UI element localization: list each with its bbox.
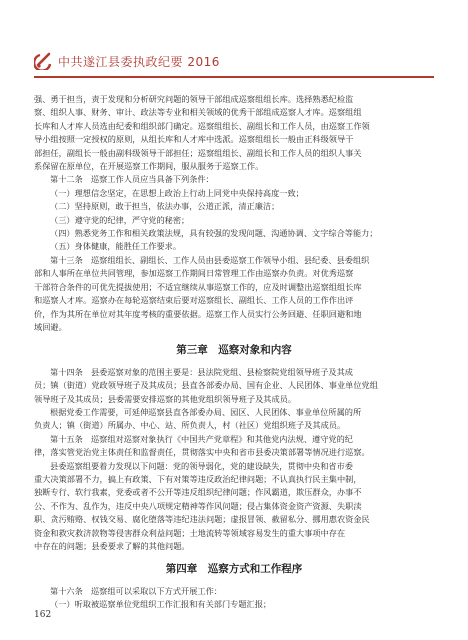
paragraph-line: 中存在的问题；县委要求了解的其他问题。 (34, 541, 190, 551)
paragraph-line: 部和人事所在单位共同管理，参加巡察工作期间日常管理工作由巡察办负责。对优秀巡察 (34, 268, 354, 279)
paragraph-line: 负责人；镇（街道）所属办、中心、站、所负责人，村（社区）党组织班子及其成员。 (34, 420, 346, 431)
article-paragraph: 第十三条 巡察组组长、副组长、工作人员由县委巡察工作领导小组、县纪委、县委组织 (50, 254, 370, 265)
paragraph-line: 长库和人才库人员选由纪委和组织部门确定。巡察组组长、副组长和工作人员，由巡察工作领 (34, 120, 370, 131)
paragraph-line: 县委巡察组要着力发现以下问题：党的领导弱化，党的建设缺失，贯彻中央和省市委 (50, 460, 353, 471)
paragraph-line: 察、组织人事、财务、审计、政法等专业和相关领域的优秀干部组成巡察人才库。巡察组组 (34, 107, 362, 118)
paragraph-line: 干部符合条件的可优先提拔使用；不适宜继续从事巡察工作的，应及时调整出巡察组组长库 (34, 281, 362, 292)
list-item: （一）理想信念坚定，在思想上政治上行动上同党中央保持高度一致； (50, 187, 304, 198)
header-title: 中共遂江县委执政纪要 2016 (58, 55, 220, 69)
list-item: （四）熟悉党务工作和相关政策法规，具有较强的发现问题、沟通协调、文字综合等能力； (50, 228, 378, 239)
paragraph-line: 强、勇于担当，责于发现和分析研究问题的领导干部组成巡察组组长库。选择熟悉纪检监 (34, 94, 354, 104)
paragraph-line: 域回避。 (34, 321, 67, 332)
paragraph-line: 部担任，副组长一般由副科级领导干部担任；巡察组组长、副组长和工作人员的组织人事关 (34, 147, 362, 158)
paragraph-line: 公、不作为、乱作为，违反中央八项规定精神等作风问题；侵占集体资金资产资源、失职渎 (34, 500, 362, 511)
chapter-title: 第三章 巡察对象和内容 (176, 344, 292, 357)
page-number: 162 (34, 610, 52, 620)
list-item: （一）听取被巡察单位党组织工作汇报和有关部门专题汇报； (50, 599, 272, 610)
article-paragraph: 第十六条 巡察组可以采取以下方式开展工作： (50, 585, 222, 596)
paragraph-line: 系保留在原单位，在开展巡察工作期间，服从服务于巡察工作。 (34, 161, 264, 172)
party-emblem-icon (34, 50, 54, 70)
paragraph-line: 导小组按照一定授权的原则，从组长库和人才库中选派。巡察组组长一般由正科级领导干 (34, 134, 354, 145)
running-header (0, 48, 468, 82)
paragraph-line: 领导班子及其成员；县委需要安排巡察的其他党组织领导班子及其成员。 (34, 393, 297, 404)
paragraph-line: 律，落实管党治党主体责任和监督责任，贯彻落实中央和省市县委决策部署等情况进行巡察。 (34, 447, 370, 458)
paragraph-line: 价，作为其所在单位对其年度考核的重要依据。巡察工作人员实行公务回避、任职回避和地 (34, 308, 362, 319)
article-heading: 第十二条 巡察工作人员应当具备下列条件： (50, 174, 214, 185)
chapter-title: 第四章 巡察方式和工作程序 (165, 563, 303, 576)
paragraph-line: 职、贪污贿赂、权钱交易、腐化堕落等违纪违法问题；虚报冒领、截留私分、挪用惠农资金民 (34, 514, 370, 525)
paragraph-line: 资金和救灾救济款物等侵害群众利益问题；土地流转等领域容易发生的重大事项中存在 (34, 527, 346, 538)
paragraph-line: 重大决策部署不力，搞上有政策、下有对策等违反政治纪律问题；不认真执行民主集中制， (34, 473, 362, 484)
header-divider (34, 76, 434, 78)
article-paragraph: 第十五条 巡察组对巡察对象执行《中国共产党章程》和其他党内法规、遵守党的纪 (50, 433, 353, 444)
paragraph-line: 根据党委工作需要，可延伸巡察县直各部委办局、园区、人民团体、事业单位所属的所 (50, 406, 362, 417)
document-body (34, 93, 434, 612)
paragraph-line: 和巡察人才库。巡察办在每轮巡察结束后要对巡察组长、副组长、工作人员的工作作出评 (34, 295, 354, 306)
paragraph-line: 独断专行、软行我素，党委或者不公开等违反组织纪律问题；作风霸道，欺压群众，办事不 (34, 487, 362, 498)
list-item: （二）坚持原则，敢于担当，依法办事，公道正派，清正廉洁； (50, 201, 280, 212)
list-item: （五）身体健康，能胜任工作要求。 (50, 241, 182, 252)
paragraph-line: 员；镇（街道）党政领导班子及其成员；县直各部委办局、国有企业、人民团体、事业单位党组 (34, 380, 378, 391)
list-item: （三）遵守党的纪律，严守党的秘密； (50, 214, 190, 225)
article-paragraph: 第十四条 县委巡察对象的范围主要是：县法院党组、县检察院党组领导班子及其成 (50, 366, 353, 377)
